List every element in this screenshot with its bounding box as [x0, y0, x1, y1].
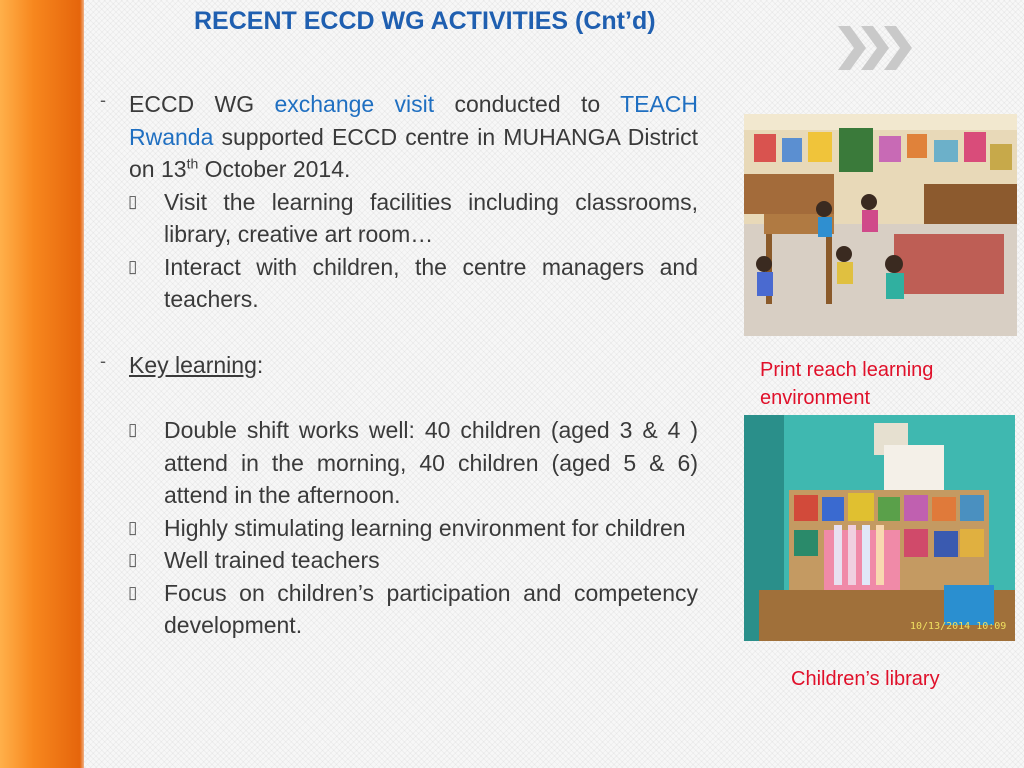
- slide-body: [100, 88, 698, 642]
- list-item: [128, 544, 698, 577]
- chevron-right-decoration-icon: [836, 22, 916, 74]
- photo2-caption: Children’s library: [791, 668, 940, 690]
- library-photo-image: [744, 415, 1015, 641]
- text-run: supported ECCD centre in MUHANGA District on 13: [129, 123, 698, 182]
- dash-marker: -: [100, 90, 106, 110]
- orange-side-bar: [0, 0, 84, 768]
- list-item: [128, 414, 698, 512]
- list-item-text: Double shift works well: 40 children (aged 3 & 4 ) attend in the morning, 40 children (aged 5 & 6) attend in the afternoon.: [164, 417, 698, 508]
- bullet-glyph-icon: ▯: [128, 420, 138, 439]
- list-item-text: Visit the learning facilities including classrooms, library, creative art room…: [164, 188, 698, 247]
- exchange-visit-block: [100, 88, 698, 316]
- list-item: [128, 186, 698, 251]
- slide-title: RECENT ECCD WG ACTIVITIES (Cnt’d): [194, 7, 656, 35]
- key-learning-block: [100, 349, 698, 642]
- list-item-text: Well trained teachers: [164, 547, 380, 573]
- list-item: [128, 577, 698, 642]
- list-item-text: Interact with children, the centre managers and teachers.: [164, 253, 698, 312]
- exchange-visit-paragraph: [129, 88, 698, 186]
- dash-marker: -: [100, 350, 106, 371]
- bullet-glyph-icon: ▯: [128, 256, 138, 276]
- exchange-visit-link-text: exchange visit: [274, 91, 435, 117]
- library-photo: [744, 415, 1015, 641]
- photo-timestamp: 10/13/2014 10:09: [910, 621, 1007, 632]
- classroom-photo: [744, 114, 1017, 336]
- ordinal-sup: th: [186, 155, 199, 172]
- text-run: October 2014.: [204, 156, 351, 182]
- list-item-text: Highly stimulating learning environment for children: [164, 514, 686, 541]
- photo1-caption: Print reach learning environment: [760, 359, 934, 409]
- classroom-photo-image: [744, 114, 1017, 336]
- bullet-glyph-icon: ▯: [128, 517, 138, 537]
- text-run: ECCD WG: [129, 91, 255, 117]
- key-learning-heading: [129, 349, 698, 382]
- text-run: conducted to: [454, 91, 601, 117]
- heading-text: Key learning: [129, 351, 257, 378]
- bullet-glyph-icon: ▯: [128, 191, 138, 211]
- list-item: [128, 512, 698, 545]
- heading-colon: :: [256, 351, 264, 378]
- bullet-glyph-icon: ▯: [128, 582, 138, 602]
- teach-rwanda-text: TEACH Rwanda: [129, 91, 699, 150]
- list-item-text: Focus on children’s participation and competency development.: [164, 579, 698, 638]
- bullet-glyph-icon: ▯: [128, 550, 138, 569]
- list-item: [128, 251, 698, 316]
